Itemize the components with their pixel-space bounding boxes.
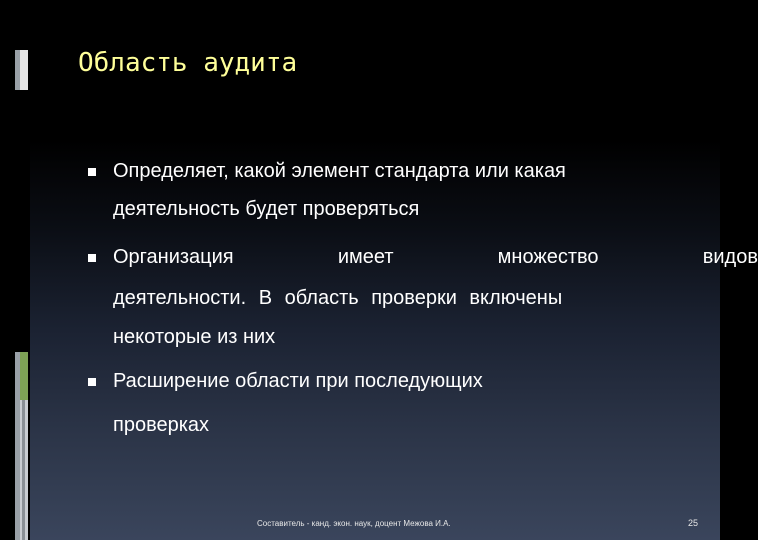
bullet-text-line: деятельности. В область проверки включены xyxy=(113,287,563,309)
page-number: 25 xyxy=(688,518,699,528)
bullet-text-line: Расширение области при последующих xyxy=(113,370,483,392)
bullet-text-line: деятельность будет проверяться xyxy=(113,198,420,220)
slide-footer: Составитель - канд. экон. наук, доцент Межова И.А. xyxy=(257,519,451,528)
bullet-word: множество xyxy=(497,246,599,268)
bullet-word: Организация xyxy=(113,246,234,268)
bullet-square-icon xyxy=(88,378,96,386)
bullet-square-icon xyxy=(88,254,96,262)
bullet-text-line xyxy=(113,246,758,269)
bullet-word: имеет xyxy=(337,246,394,268)
bullet-text-line: некоторые из них xyxy=(113,326,276,348)
bullet-word: видов xyxy=(702,246,758,268)
slide-title: Область аудита xyxy=(78,48,298,78)
bullet-square-icon xyxy=(88,168,96,176)
bullet-text-line: Определяет, какой элемент стандарта или какая xyxy=(113,160,566,182)
bullet-text-line: проверках xyxy=(113,414,210,436)
